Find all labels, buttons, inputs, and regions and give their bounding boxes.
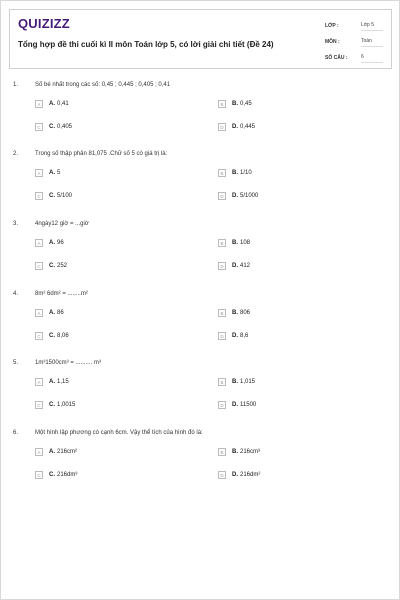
- option-c[interactable]: C C. 1,0015: [35, 401, 75, 409]
- quizizz-logo: QUIZIZZ: [18, 16, 70, 31]
- meta-label: LỚP :: [325, 23, 339, 29]
- option-a[interactable]: A A. 216cm²: [35, 448, 77, 456]
- question-number: 4.: [13, 291, 19, 297]
- question-text: Một hình lập phương có cạnh 6cm. Vậy thể tích của hình đó là:: [35, 430, 203, 436]
- question-text: Trong số thập phân 81,075 .Chữ số 5 có giá trị là:: [35, 151, 168, 157]
- question-text: 4ngày12 giờ = ...giờ: [35, 221, 89, 227]
- option-a[interactable]: A A. 96: [35, 239, 64, 247]
- question-6: [13, 428, 388, 484]
- worksheet-header: [9, 9, 392, 69]
- option-a[interactable]: A A. 0,41: [35, 100, 69, 108]
- meta-row-subject: [325, 34, 383, 50]
- option-d[interactable]: D D. 11500: [218, 401, 256, 409]
- question-3: [13, 219, 388, 275]
- option-d[interactable]: D D. 8,6: [218, 332, 248, 340]
- question-4: [13, 289, 388, 345]
- option-b[interactable]: B B. 1/10: [218, 169, 252, 177]
- question-number: 1.: [13, 82, 19, 88]
- meta-table: [325, 18, 383, 66]
- option-a[interactable]: A A. 86: [35, 309, 64, 317]
- question-number: 2.: [13, 151, 19, 157]
- option-d[interactable]: D D. 216dm²: [218, 471, 260, 479]
- option-b[interactable]: B B. 108: [218, 239, 250, 247]
- option-b[interactable]: B B. 1,015: [218, 378, 255, 386]
- option-a[interactable]: A A. 5: [35, 169, 60, 177]
- question-number: 6.: [13, 430, 19, 436]
- meta-value: 6: [361, 53, 383, 63]
- question-1: [13, 80, 388, 136]
- option-c[interactable]: C C. 8,06: [35, 332, 69, 340]
- option-d[interactable]: D D. 412: [218, 262, 250, 270]
- meta-value: Lớp 5: [361, 21, 383, 31]
- option-d[interactable]: D D. 5/1000: [218, 192, 258, 200]
- option-c[interactable]: C C. 252: [35, 262, 67, 270]
- option-d[interactable]: D D. 0,445: [218, 123, 255, 131]
- option-c[interactable]: C C. 216dm³: [35, 471, 77, 479]
- question-2: [13, 149, 388, 205]
- question-text: 1m³1500cm³ = .......... m³: [35, 360, 101, 366]
- option-b[interactable]: B B. 0,45: [218, 100, 252, 108]
- option-b[interactable]: B B. 806: [218, 309, 250, 317]
- meta-label: MÔN :: [325, 39, 340, 45]
- option-c[interactable]: C C. 0,405: [35, 123, 72, 131]
- question-text: Số bé nhất trong các số: 0,45 ; 0,445 ; 0,405 ; 0,41: [35, 82, 171, 88]
- option-b[interactable]: B B. 216cm³: [218, 448, 260, 456]
- meta-label: SỐ CÂU :: [325, 55, 348, 61]
- meta-value: Toán: [361, 37, 383, 47]
- question-5: [13, 358, 388, 414]
- question-number: 3.: [13, 221, 19, 227]
- option-a[interactable]: A A. 1,15: [35, 378, 69, 386]
- worksheet-title: Tổng hợp đề thi cuối kì II môn Toán lớp 5, có lời giải chi tiết (Đề 24): [18, 40, 274, 49]
- question-text: 8m² 6dm² = ........m²: [35, 291, 88, 297]
- meta-row-count: [325, 50, 383, 66]
- question-number: 5.: [13, 360, 19, 366]
- meta-row-class: [325, 18, 383, 34]
- option-c[interactable]: C C. 5/100: [35, 192, 72, 200]
